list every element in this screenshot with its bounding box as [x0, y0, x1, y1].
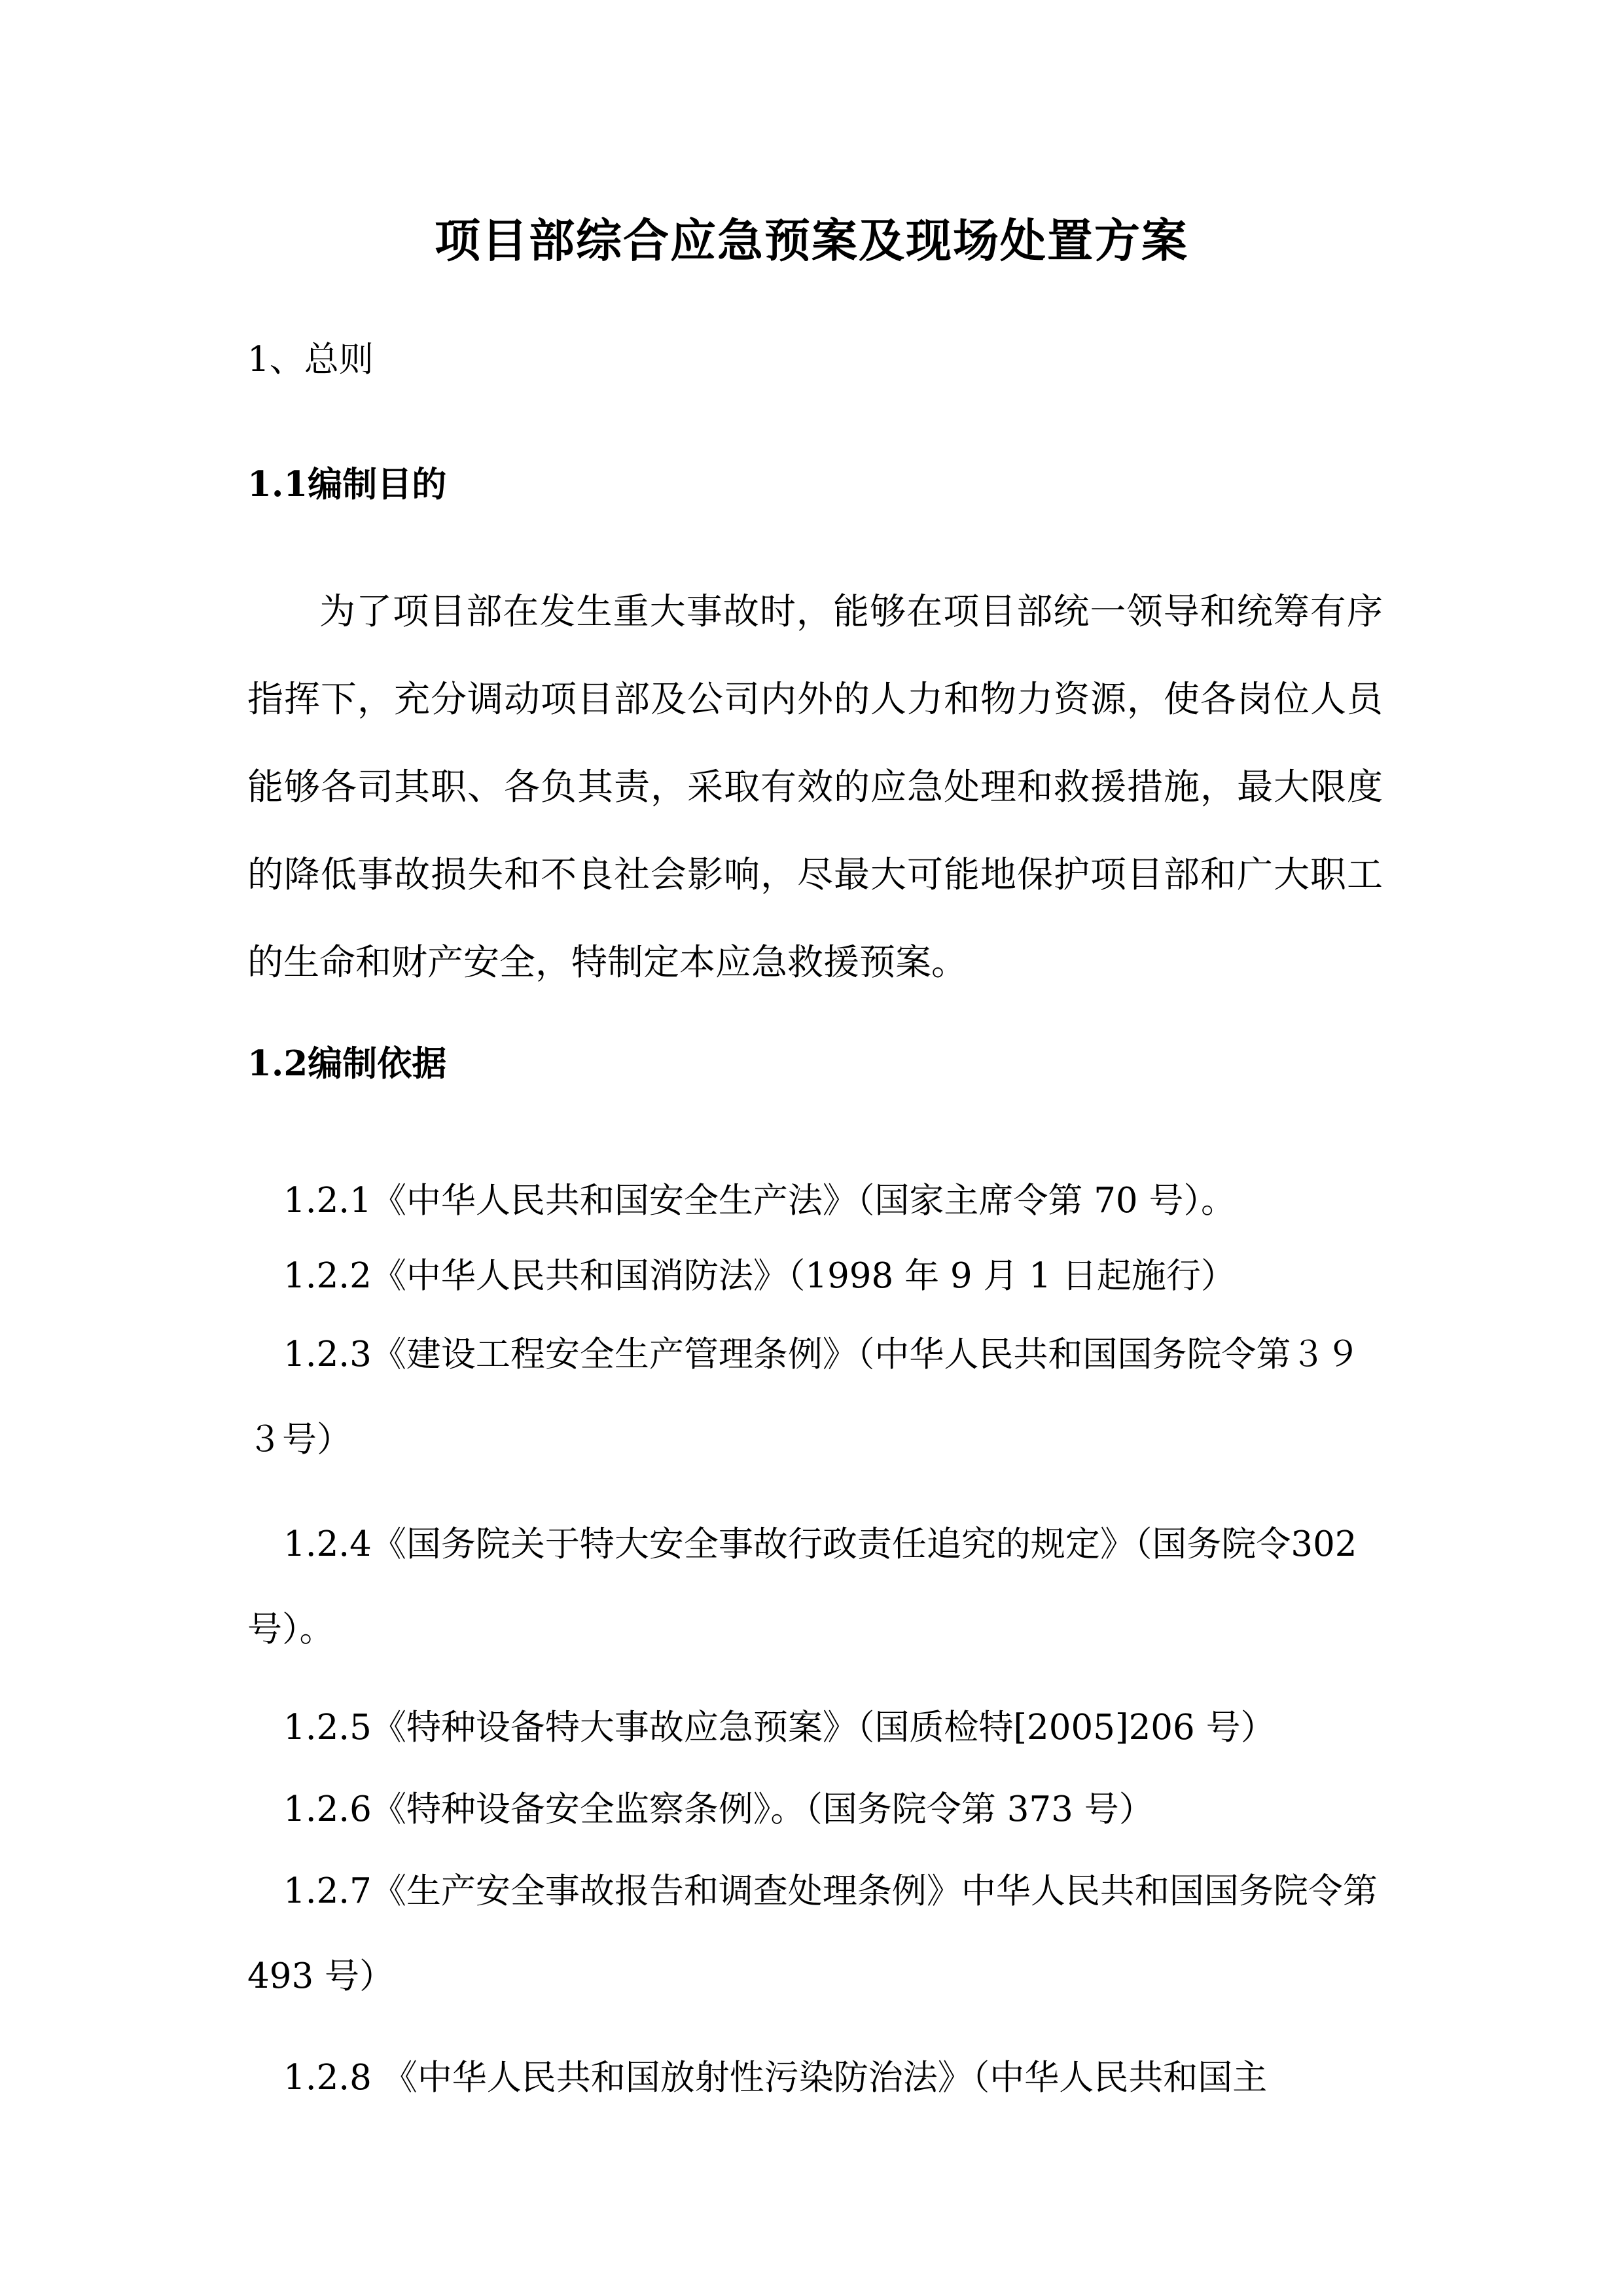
- reference-item-7: 1.2.7《生产安全事故报告和调查处理条例》中华人民共和国国务院令第 493 号）: [247, 1871, 1378, 1996]
- reference-item-3: 1.2.3《建设工程安全生产管理条例》（中华人民共和国国务院令第３９３号）: [247, 1335, 1361, 1460]
- reference-item-1: 1.2.1《中华人民共和国安全生产法》（国家主席令第 70 号）。: [283, 1181, 1236, 1221]
- reference-item-8: 1.2.8 《中华人民共和国放射性污染防治法》（中华人民共和国主: [283, 2058, 1268, 2098]
- reference-item-2: 1.2.2《中华人民共和国消防法》（1998 年 9 月 1 日起施行）: [283, 1256, 1236, 1296]
- reference-item-6: 1.2.6《特种设备安全监察条例》。（国务院令第 373 号）: [283, 1789, 1154, 1829]
- reference-item-4: 1.2.4《国务院关于特大安全事故行政责任追究的规定》（国务院令302 号）。: [247, 1524, 1357, 1649]
- section-1-2-heading: 1.2编制依据: [247, 1043, 447, 1084]
- section-1-heading: 1、总则: [247, 340, 374, 380]
- purpose-paragraph: 为了项目部在发生重大事故时，能够在项目部统一领导和统筹有序指挥下，充分调动项目部及公司内外的人力和物力资源，使各岗位人员能够各司其职、各负其责，采取有效的应急处理和救援措施，最大限度的降低事故损失和不良社会影响，尽最大可能地保护项目部和广大职工的生命和财产安全，特制定本应急救援预案。: [247, 590, 1383, 983]
- section-1-1-heading: 1.1编制目的: [247, 464, 447, 505]
- reference-item-5: 1.2.5《特种设备特大事故应急预案》（国质检特[2005]206 号）: [283, 1708, 1275, 1748]
- document-title: 项目部综合应急预案及现场处置方案: [435, 213, 1188, 268]
